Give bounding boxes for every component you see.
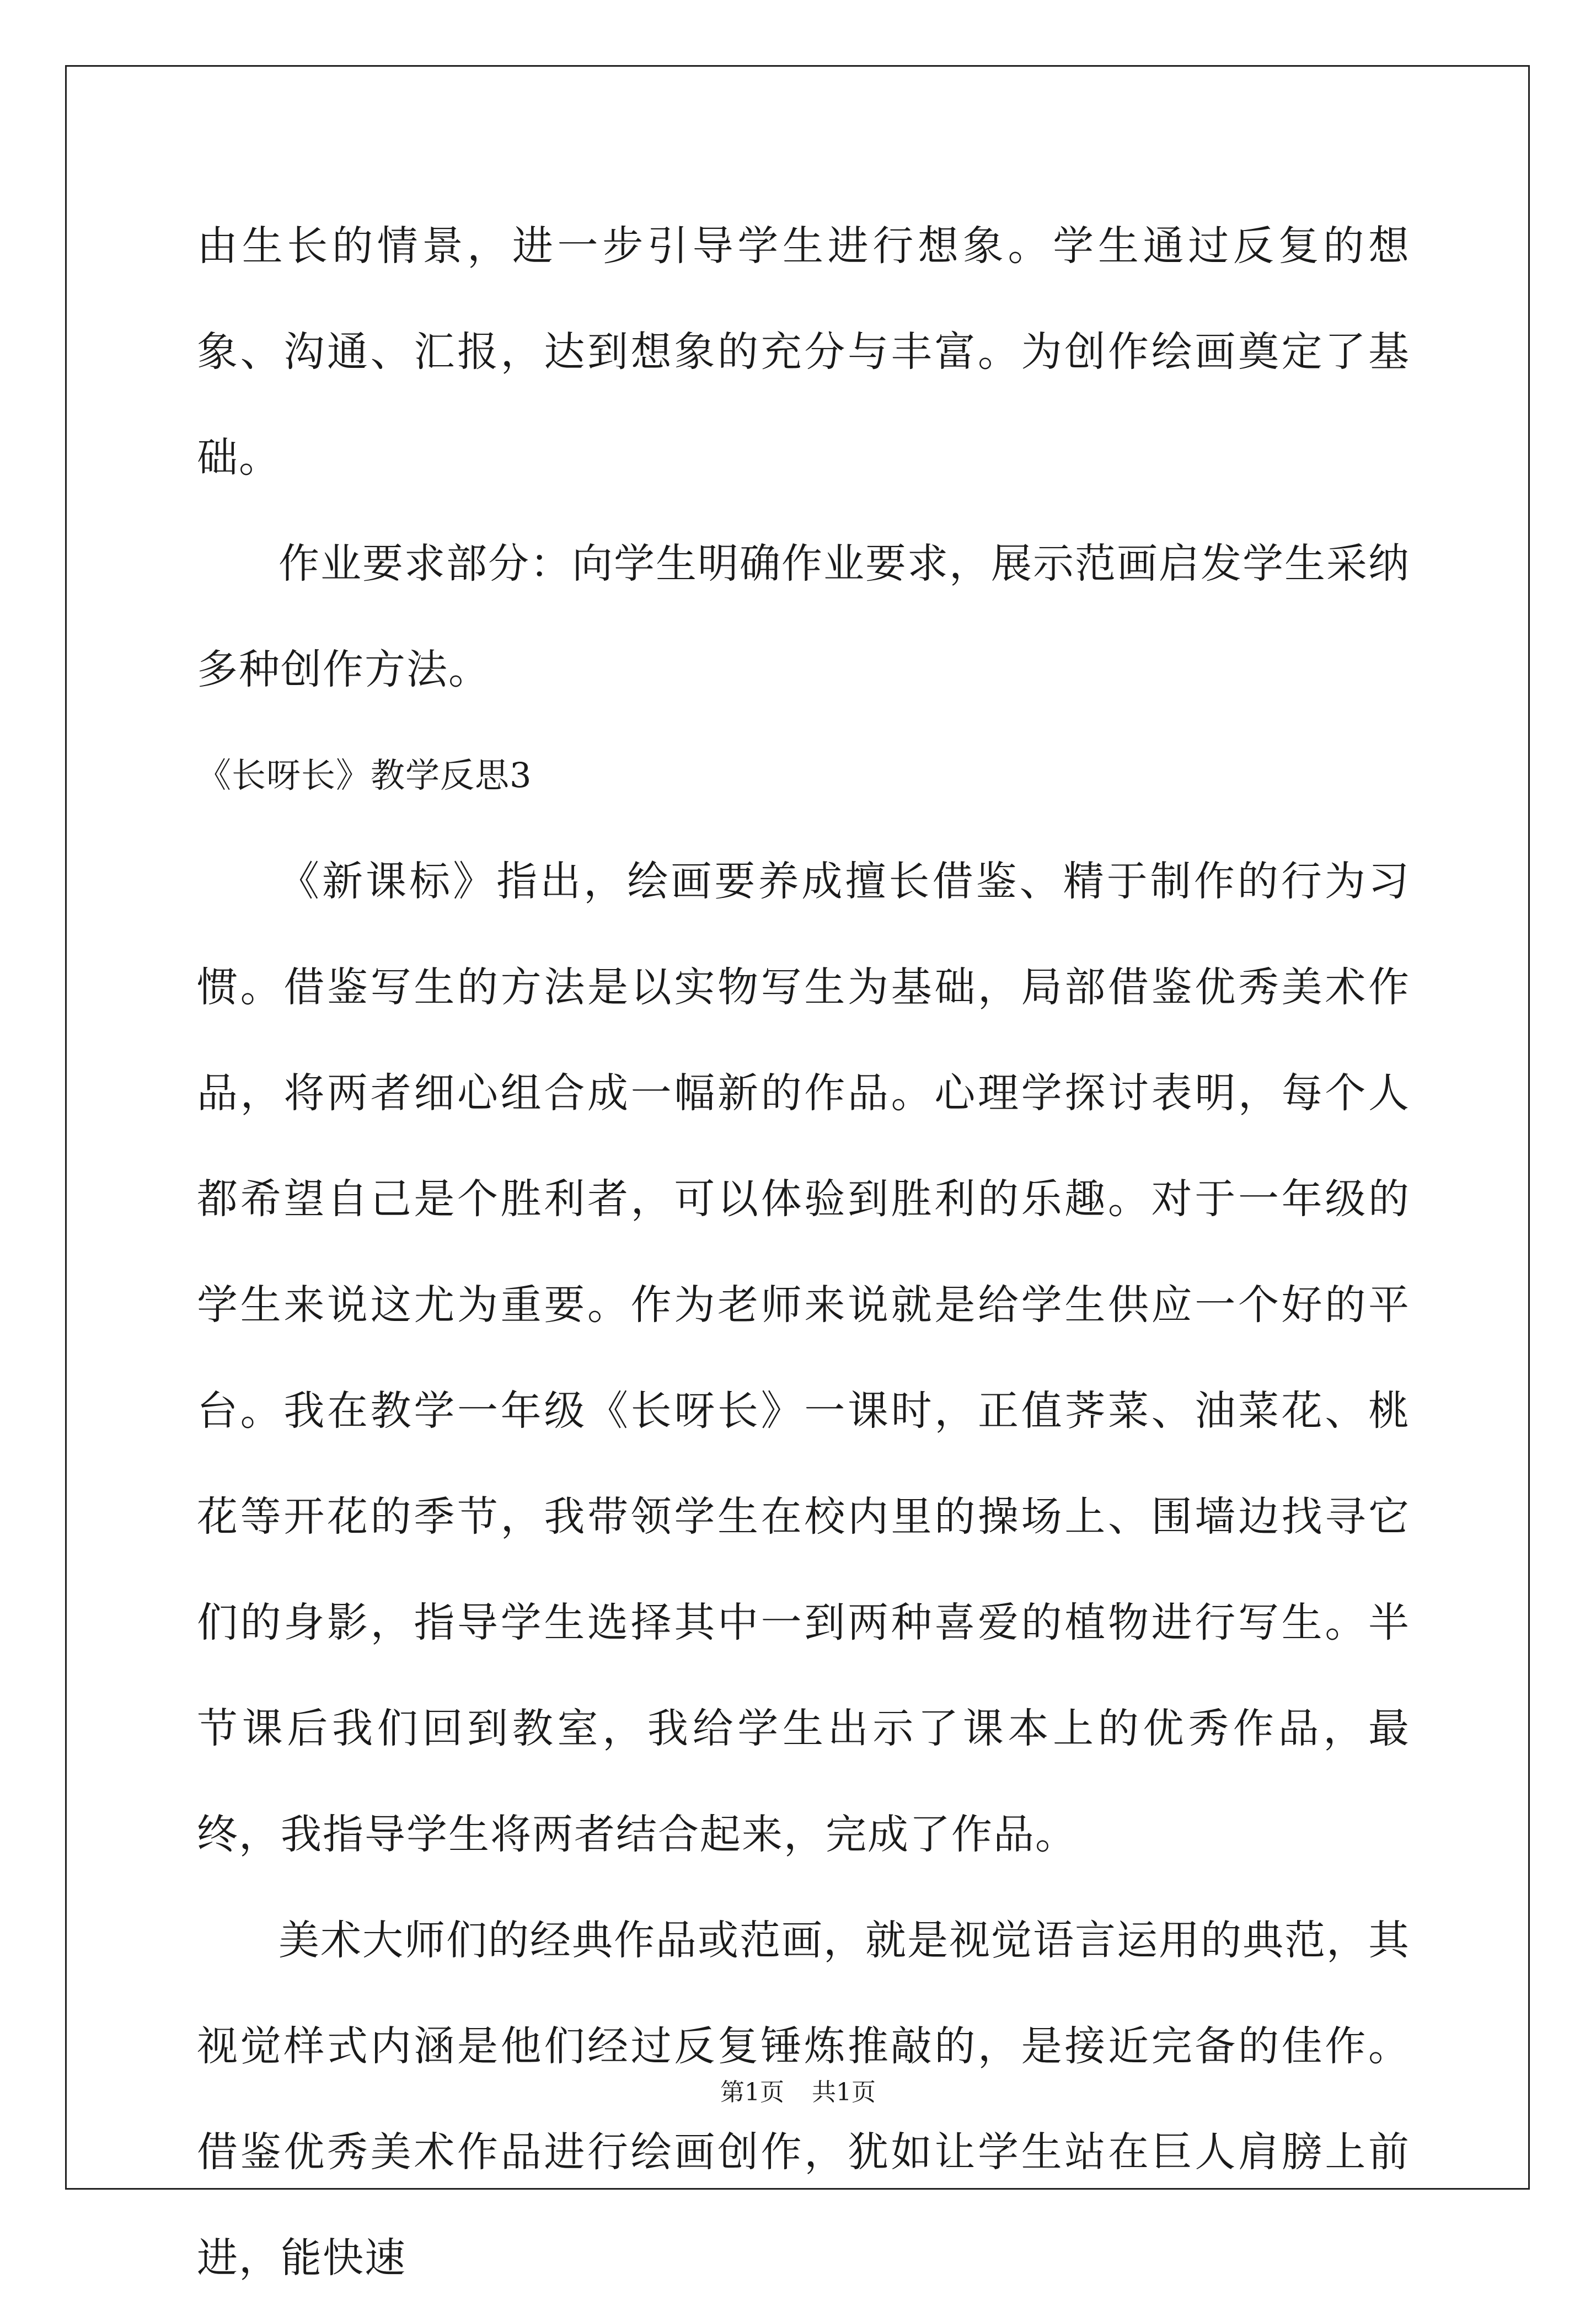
page-footer [0, 2076, 1596, 2109]
paragraph-4: 美术大师们的经典作品或范画，就是视觉语言运用的典范，其视觉样式内涵是他们经过反复锤炼推敲的，是接近完备的佳作。借鉴优秀美术作品进行绘画创作，犹如让学生站在巨人肩膀上前进，能快速 [197, 1917, 1410, 2282]
page-number: 第1页 [720, 2078, 784, 2106]
document-body [197, 193, 1410, 2311]
paragraph-2: 作业要求部分：向学生明确作业要求，展示范画启发学生采纳多种创作方法。 [197, 540, 1410, 693]
page-total: 共1页 [812, 2078, 876, 2106]
paragraph-3: 《新课标》指出，绘画要养成擅长借鉴、精于制作的行为习惯。借鉴写生的方法是以实物写生为基础，局部借鉴优秀美术作品，将两者细心组合成一幅新的作品。心理学探讨表明，每个人都希望自己是个胜利者，可以体验到胜利的乐趣。对于一年级的学生来说这尤为重要。作为老师来说就是给学生供应一个好的平台。我在教学一年级《长呀长》一课时，正值荠菜、油菜花、桃花等开花的季节，我带领学生在校内里的操场上、围墙边找寻它们的身影，指导学生选择其中一到两种喜爱的植物进行写生。半节课后我们回到教室，我给学生出示了课本上的优秀作品，最终，我指导学生将两者结合起来，完成了作品。 [197, 858, 1410, 1858]
section-title: 《长呀长》教学反思3 [197, 755, 532, 795]
paragraph-1: 由生长的情景，进一步引导学生进行想象。学生通过反复的想象、沟通、汇报，达到想象的充分与丰富。为创作绘画奠定了基础。 [197, 222, 1410, 482]
